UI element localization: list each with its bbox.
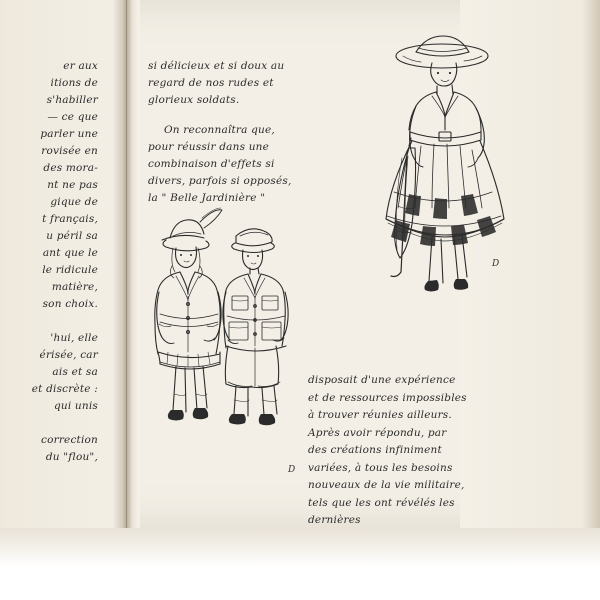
artist-signature: D — [492, 259, 500, 269]
illustration-two-children — [140, 196, 310, 496]
page-right-edge-shadow — [582, 0, 600, 528]
left-line: des mora- — [43, 162, 98, 174]
left-line: u péril sa — [46, 230, 98, 242]
left-line: du "flou", — [45, 451, 98, 463]
left-line: ais et sa — [52, 366, 98, 378]
left-line: ant que le — [42, 247, 98, 259]
left-line: et discrète : — [31, 383, 98, 395]
paragraph: disposait d'une expérience et de ressources impossibles à trouver réunies ailleurs. Après avoir répondu, par des créations infiniment variées, à tous les besoins nouveaux de la vie militaire, tels que les ont révélés les dernières — [308, 374, 467, 526]
left-line: er aux — [63, 60, 98, 72]
left-line: matière, — [51, 281, 98, 293]
left-line-spacer — [0, 415, 98, 432]
left-line: t français, — [42, 213, 98, 225]
paragraph: si délicieux et si doux au regard de nos rudes et glorieux soldats. — [148, 60, 285, 106]
left-line: qui unis — [53, 400, 98, 412]
left-line: parler une — [40, 128, 98, 140]
left-line: correction — [41, 434, 98, 446]
left-line: s'habiller — [46, 94, 98, 106]
artist-signature: D — [288, 465, 296, 475]
left-line: érisée, car — [39, 349, 98, 361]
left-line: son choix. — [42, 298, 98, 310]
left-line: le ridicule — [42, 264, 98, 276]
paragraph: On reconnaîtra que, pour réussir dans une combinaison d'effets si divers, parfois si opposés, la " Belle Jardinière " — [148, 124, 292, 204]
left-line: nt ne pas — [47, 179, 98, 191]
page-fold-line — [126, 0, 127, 528]
left-line: — ce que — [47, 111, 98, 123]
left-page-text — [0, 58, 98, 466]
left-line: rovisée en — [41, 145, 98, 157]
right-page-text-lower — [308, 372, 468, 543]
left-line: 'hui, elle — [50, 332, 98, 344]
left-line-spacer — [0, 313, 98, 330]
left-line: itions de — [50, 77, 98, 89]
illustration-lady-with-parasol — [346, 30, 536, 360]
left-line: gique de — [50, 196, 98, 208]
page-fold-shadow — [112, 0, 138, 528]
page-bottom-shadow — [0, 528, 600, 600]
